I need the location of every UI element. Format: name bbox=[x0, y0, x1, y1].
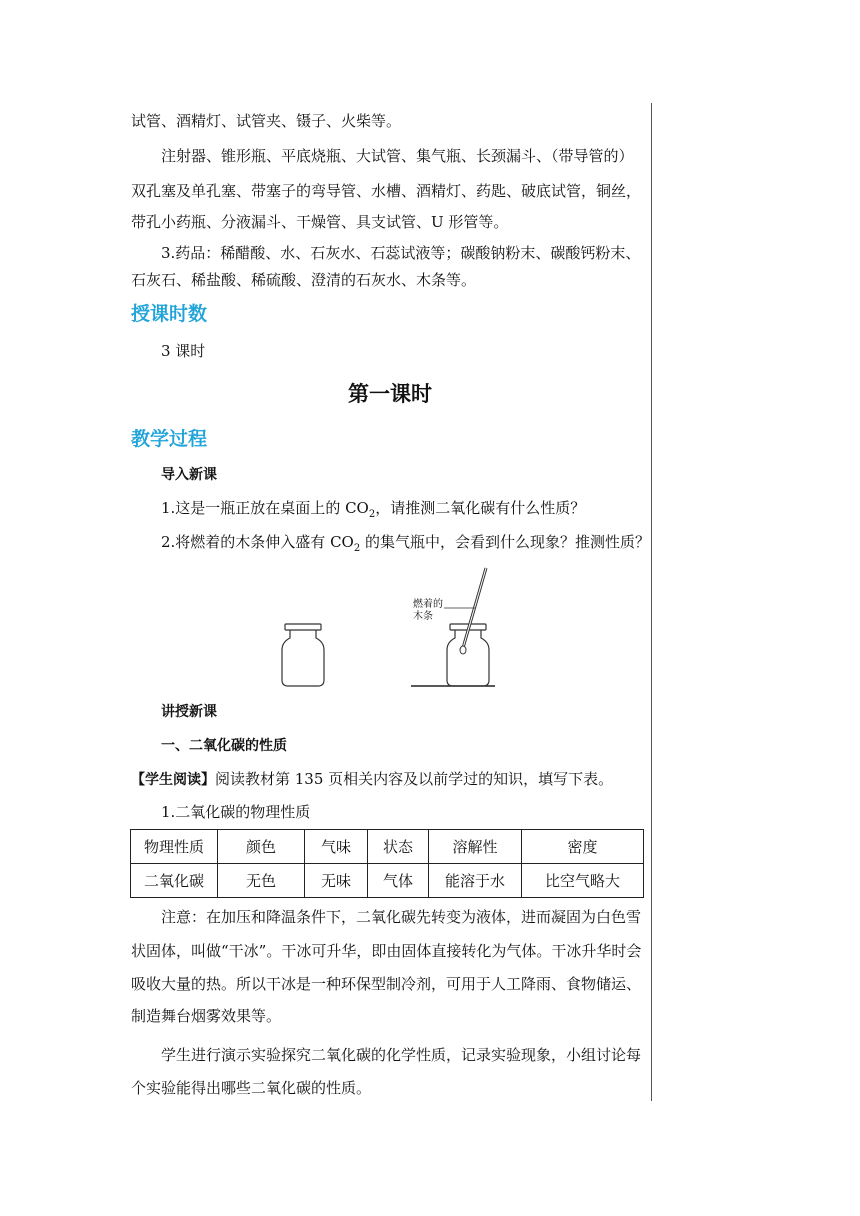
gas-jar-left bbox=[282, 624, 324, 686]
table-header-cell: 物理性质 bbox=[131, 830, 218, 864]
physical-properties-table bbox=[130, 829, 644, 898]
student-reading-tag: 【学生阅读】 bbox=[131, 772, 215, 788]
question-1-text-b: ，请推测二氧化碳有什么性质？ bbox=[375, 499, 586, 517]
experiment-line-1: 学生进行演示实验探究二氧化碳的化学性质，记录实验现象，小组讨论每 bbox=[161, 1046, 642, 1064]
question-1-subscript: 2 bbox=[368, 509, 376, 520]
question-2 bbox=[161, 532, 650, 559]
burning-splint bbox=[460, 568, 486, 654]
heading-intro: 导入新课 bbox=[161, 467, 217, 483]
equipment-line-3: 双孔塞及单孔塞、带塞子的弯导管、水槽、酒精灯、药匙、破底试管，铜丝， bbox=[131, 182, 642, 200]
gas-jar-figure bbox=[270, 562, 510, 692]
table-cell: 无色 bbox=[218, 864, 305, 898]
class-hours-value: 3 课时 bbox=[161, 342, 206, 360]
question-1-text-a: 1.这是一瓶正放在桌面上的 CO bbox=[161, 499, 369, 517]
reagents-line-2: 石灰石、稀盐酸、稀硫酸、澄清的石灰水、木条等。 bbox=[131, 271, 477, 289]
table-header-row bbox=[131, 830, 644, 864]
experiment-line-2: 个实验能得出哪些二氧化碳的性质。 bbox=[131, 1079, 372, 1097]
reagents-line-1: 3.药品：稀醋酸、水、石灰水、石蕊试液等；碳酸钠粉末、碳酸钙粉末、 bbox=[161, 244, 641, 262]
question-2-text-b: 的集气瓶中，会看到什么现象？推测性质？ bbox=[360, 533, 651, 551]
table-header-cell: 密度 bbox=[522, 830, 644, 864]
note-line-3: 吸收大量的热。所以干冰是一种环保型制冷剂，可用于人工降雨、食物储运、 bbox=[131, 975, 642, 993]
table-cell: 能溶于水 bbox=[429, 864, 522, 898]
figure-label-line-2: 木条 bbox=[413, 611, 433, 622]
note-line-1: 注意：在加压和降温条件下，二氧化碳先转变为液体，进而凝固为白色雪 bbox=[161, 908, 642, 926]
question-1 bbox=[161, 498, 585, 525]
equipment-line-4: 带孔小药瓶、分液漏斗、干燥管、具支试管、U 形管等。 bbox=[131, 213, 509, 231]
question-2-text-a: 2.将燃着的木条伸入盛有 CO bbox=[161, 533, 354, 551]
question-2-subscript: 2 bbox=[353, 543, 361, 554]
table-header-cell: 溶解性 bbox=[429, 830, 522, 864]
table-header-cell: 颜色 bbox=[218, 830, 305, 864]
table-header-cell: 状态 bbox=[368, 830, 429, 864]
student-reading bbox=[131, 769, 613, 790]
heading-teaching-process: 教学过程 bbox=[131, 428, 208, 450]
note-line-2: 状固体，叫做“干冰”。干冰可升华，即由固体直接转化为气体。干冰升华时会 bbox=[131, 942, 642, 960]
equipment-line-1: 试管、酒精灯、试管夹、镊子、火柴等。 bbox=[131, 112, 402, 130]
table-cell: 比空气略大 bbox=[522, 864, 644, 898]
heading-new-lesson: 讲授新课 bbox=[161, 704, 217, 720]
heading-class-hours: 授课时数 bbox=[131, 303, 208, 325]
figure-label-line-1: 燃着的 bbox=[413, 599, 443, 610]
heading-section-1: 一、二氧化碳的性质 bbox=[161, 738, 287, 754]
table-cell: 气体 bbox=[368, 864, 429, 898]
table-title: 1.二氧化碳的物理性质 bbox=[161, 803, 311, 821]
equipment-line-2: 注射器、锥形瓶、平底烧瓶、大试管、集气瓶、长颈漏斗、（带导管的） bbox=[161, 147, 634, 165]
table-cell: 二氧化碳 bbox=[131, 864, 218, 898]
student-reading-text: 阅读教材第 135 页相关内容及以前学过的知识，填写下表。 bbox=[215, 770, 614, 788]
page-margin-line bbox=[651, 103, 652, 1101]
table-row bbox=[131, 864, 644, 898]
note-line-4: 制造舞台烟雾效果等。 bbox=[131, 1007, 282, 1025]
table-cell: 无味 bbox=[305, 864, 368, 898]
lesson-title: 第一课时 bbox=[348, 382, 432, 406]
table-header-cell: 气味 bbox=[305, 830, 368, 864]
gas-jar-illustration bbox=[270, 562, 510, 692]
